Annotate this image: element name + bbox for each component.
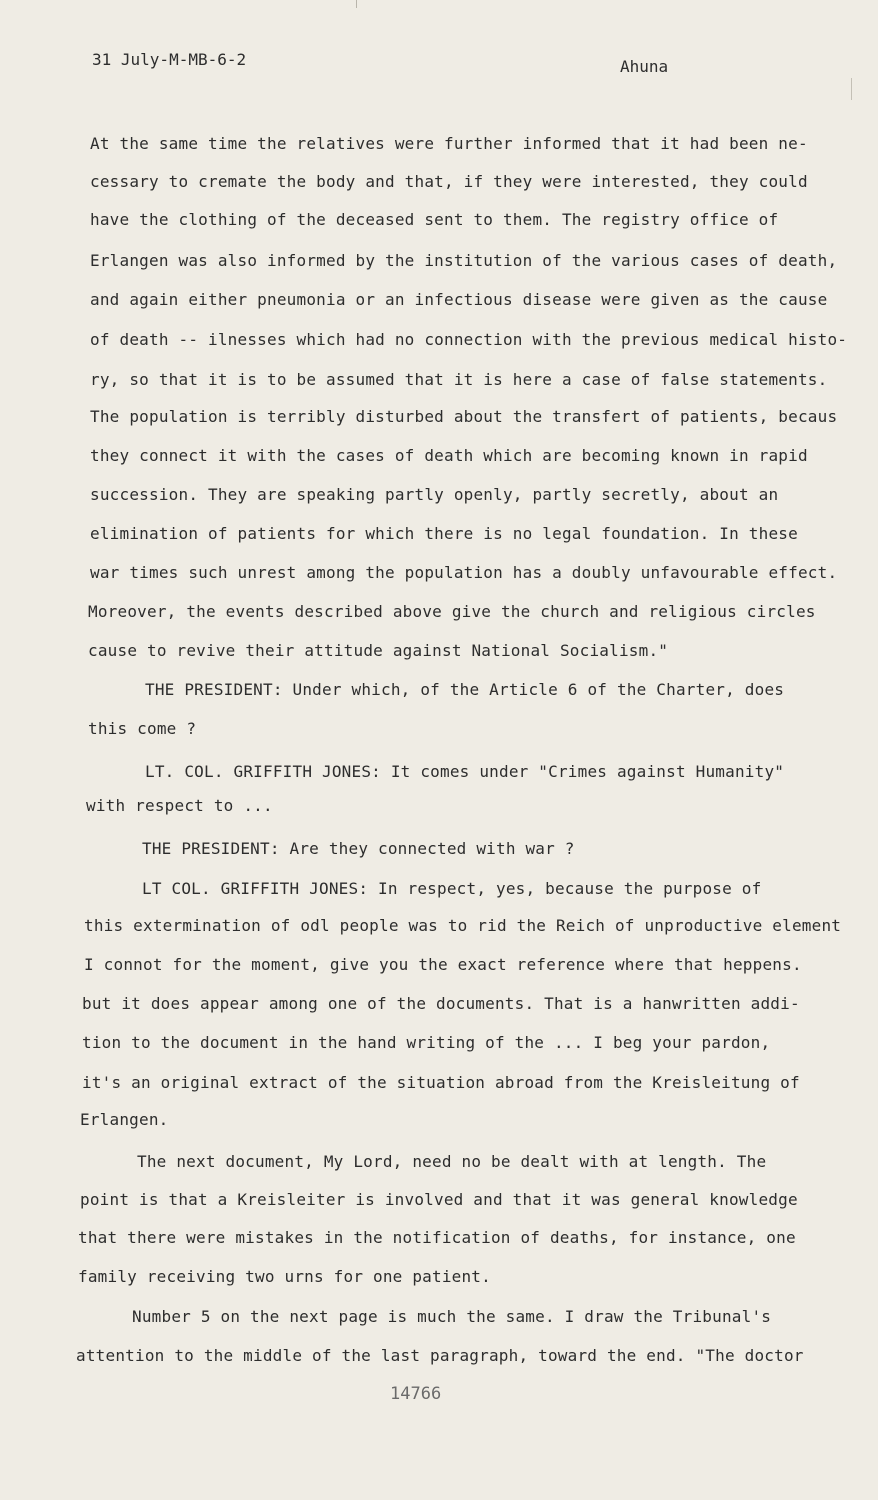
text-line: LT COL. GRIFFITH JONES: In respect, yes, because the purpose of	[142, 879, 762, 898]
text-line: THE PRESIDENT: Are they connected with war ?	[142, 839, 575, 858]
text-line: point is that a Kreisleiter is involved and that it was general knowledge	[80, 1190, 798, 1209]
text-line: it's an original extract of the situation abroad from the Kreisleitung of	[82, 1073, 800, 1092]
text-line: and again either pneumonia or an infectious disease were given as the cause	[90, 290, 828, 309]
text-line: tion to the document in the hand writing of the ... I beg your pardon,	[82, 1033, 771, 1052]
text-line: have the clothing of the deceased sent to them. The registry office of	[90, 210, 779, 229]
text-line: Erlangen was also informed by the institution of the various cases of death,	[90, 251, 838, 270]
text-line: I connot for the moment, give you the exact reference where that heppens.	[84, 955, 802, 974]
text-line: with respect to ...	[86, 796, 273, 815]
text-line: this come ?	[88, 719, 197, 738]
text-line: At the same time the relatives were further informed that it had been ne-	[90, 134, 808, 153]
text-line: war times such unrest among the population has a doubly unfavourable effect.	[90, 563, 838, 582]
header-reporter: Ahuna	[620, 57, 669, 76]
text-line: they connect it with the cases of death which are becoming known in rapid	[90, 446, 808, 465]
text-line: family receiving two urns for one patient.	[78, 1267, 491, 1286]
text-line: that there were mistakes in the notification of deaths, for instance, one	[78, 1228, 796, 1247]
text-line: succession. They are speaking partly openly, partly secretly, about an	[90, 485, 779, 504]
text-line: THE PRESIDENT: Under which, of the Article 6 of the Charter, does	[145, 680, 785, 699]
text-line: elimination of patients for which there is no legal foundation. In these	[90, 524, 798, 543]
text-line: Moreover, the events described above give the church and religious circles	[88, 602, 816, 621]
text-line: cause to revive their attitude against National Socialism."	[88, 641, 669, 660]
text-line: ry, so that it is to be assumed that it is here a case of false statements.	[90, 370, 828, 389]
page-mark	[356, 0, 357, 8]
text-line: The next document, My Lord, need no be dealt with at length. The	[137, 1152, 767, 1171]
text-line: but it does appear among one of the documents. That is a hanwritten addi-	[82, 994, 800, 1013]
text-line: Erlangen.	[80, 1110, 169, 1129]
text-line: LT. COL. GRIFFITH JONES: It comes under "Crimes against Humanity"	[145, 762, 785, 781]
page-number: 14766	[390, 1384, 442, 1404]
text-line: cessary to cremate the body and that, if they were interested, they could	[90, 172, 808, 191]
text-line: of death -- ilnesses which had no connection with the previous medical histo-	[90, 330, 848, 349]
text-line: Number 5 on the next page is much the same. I draw the Tribunal's	[132, 1307, 772, 1326]
text-line: this extermination of odl people was to rid the Reich of unproductive element	[84, 916, 842, 935]
header-reference: 31 July-M-MB-6-2	[92, 50, 247, 69]
text-line: The population is terribly disturbed about the transfert of patients, becaus	[90, 407, 838, 426]
page-mark	[851, 78, 852, 100]
text-line: attention to the middle of the last paragraph, toward the end. "The doctor	[76, 1346, 804, 1365]
